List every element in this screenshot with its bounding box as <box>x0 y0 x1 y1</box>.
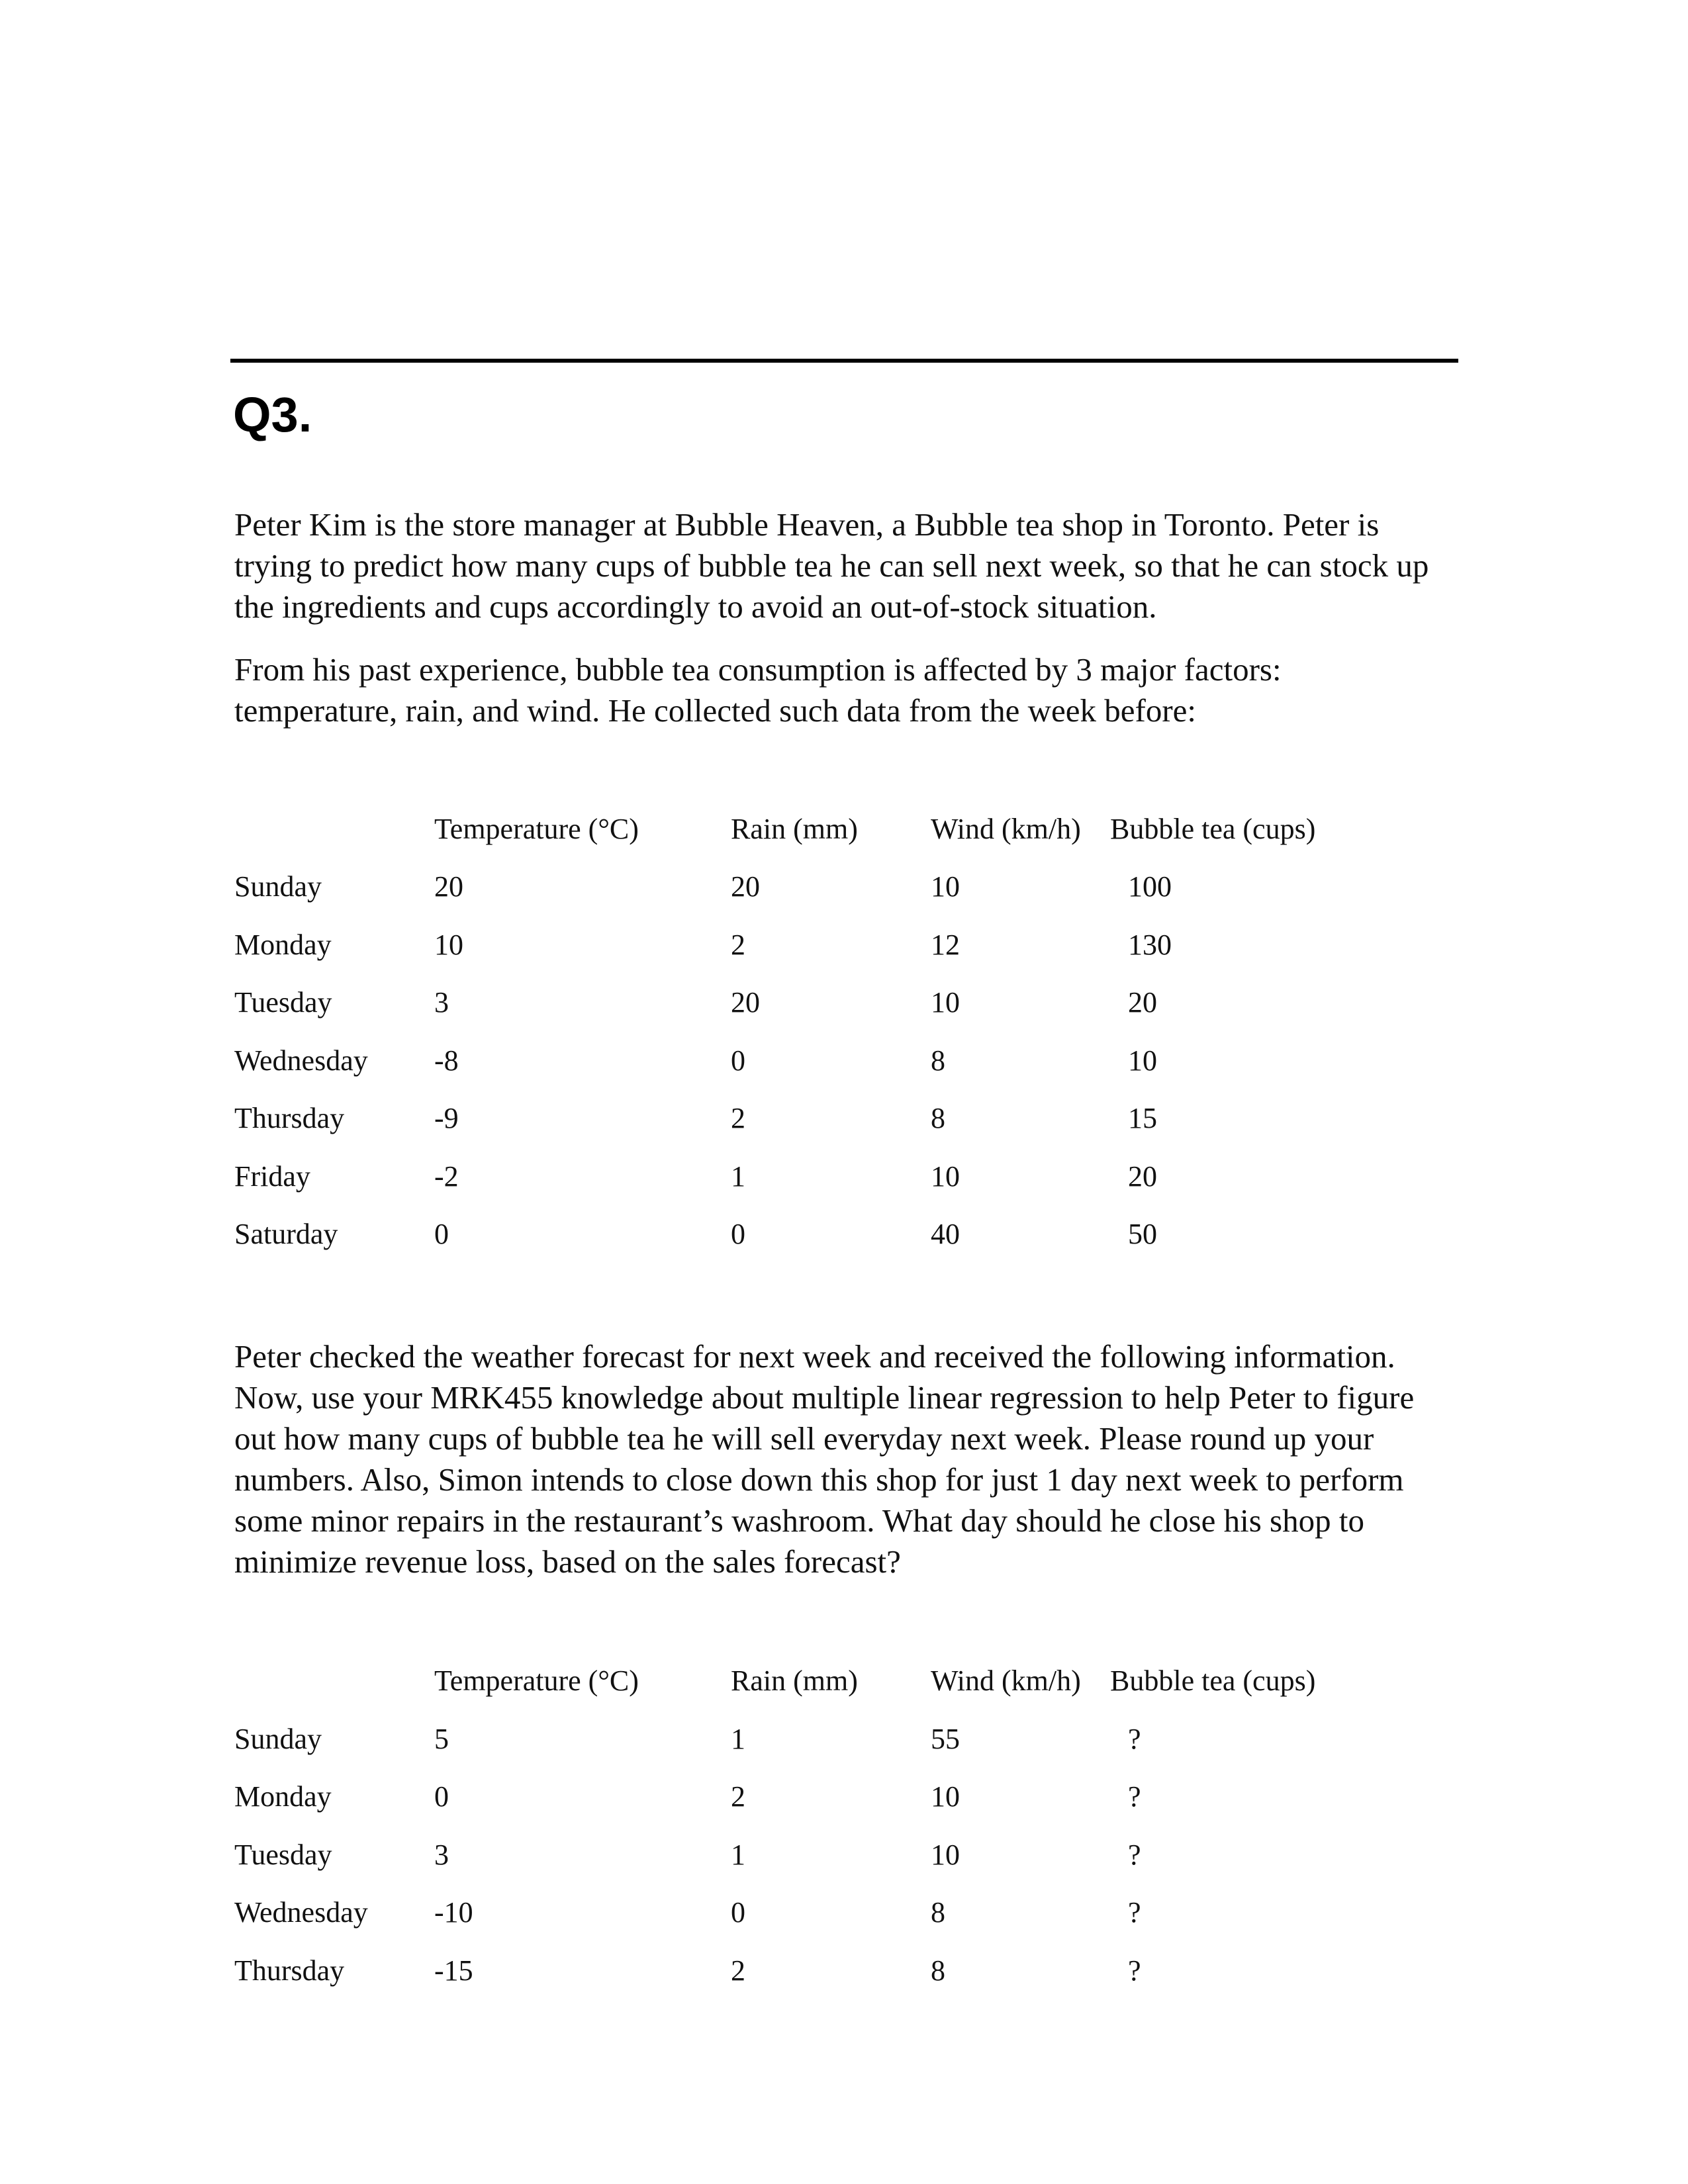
row-temperature: 0 <box>434 1218 449 1250</box>
intro-paragraph-2 <box>234 649 1479 731</box>
row-temperature: -9 <box>434 1102 459 1134</box>
row-day: Friday <box>234 1160 310 1193</box>
row-wind: 8 <box>931 1954 945 1987</box>
row-day: Thursday <box>234 1954 345 1987</box>
row-bubble-tea: 15 <box>1128 1102 1157 1134</box>
row-day: Saturday <box>234 1218 338 1250</box>
row-wind: 10 <box>931 986 960 1019</box>
row-wind: 10 <box>931 1780 960 1813</box>
row-day: Wednesday <box>234 1044 368 1077</box>
row-rain: 2 <box>731 1954 745 1987</box>
row-day: Sunday <box>234 870 322 903</box>
header-wind: Wind (km/h) <box>931 1664 1081 1697</box>
row-bubble-tea: 130 <box>1128 929 1172 961</box>
header-wind: Wind (km/h) <box>931 813 1081 845</box>
row-rain: 20 <box>731 986 760 1019</box>
intro-paragraph-1 <box>234 504 1479 627</box>
row-rain: 2 <box>731 929 745 961</box>
row-bubble-tea: ? <box>1128 1954 1141 1987</box>
row-temperature: 10 <box>434 929 463 961</box>
row-temperature: 3 <box>434 986 449 1019</box>
header-bubble-tea: Bubble tea (cups) <box>1110 813 1316 845</box>
row-temperature: 20 <box>434 870 463 903</box>
header-temperature: Temperature (°C) <box>434 813 639 845</box>
header-rain: Rain (mm) <box>731 813 858 845</box>
row-rain: 20 <box>731 870 760 903</box>
row-day: Sunday <box>234 1723 322 1755</box>
header-bubble-tea: Bubble tea (cups) <box>1110 1664 1316 1697</box>
row-bubble-tea: ? <box>1128 1896 1141 1929</box>
paragraph-line: minimize revenue loss, based on the sales forecast? <box>234 1543 901 1580</box>
horizontal-rule <box>230 359 1458 363</box>
row-rain: 2 <box>731 1780 745 1813</box>
header-temperature: Temperature (°C) <box>434 1664 639 1697</box>
row-wind: 10 <box>931 1839 960 1871</box>
row-day: Wednesday <box>234 1896 368 1929</box>
row-wind: 12 <box>931 929 960 961</box>
row-wind: 8 <box>931 1044 945 1077</box>
row-bubble-tea: 100 <box>1128 870 1172 903</box>
row-rain: 0 <box>731 1896 745 1929</box>
row-wind: 10 <box>931 870 960 903</box>
paragraph-line: out how many cups of bubble tea he will sell everyday next week. Please round up your <box>234 1420 1374 1457</box>
paragraph-line: Now, use your MRK455 knowledge about multiple linear regression to help Peter to figure <box>234 1379 1415 1416</box>
row-bubble-tea: ? <box>1128 1839 1141 1871</box>
row-wind: 55 <box>931 1723 960 1755</box>
paragraph-line: From his past experience, bubble tea consumption is affected by 3 major factors: <box>234 651 1282 688</box>
paragraph-line: trying to predict how many cups of bubble tea he can sell next week, so that he can stock up <box>234 547 1429 584</box>
row-temperature: -8 <box>434 1044 459 1077</box>
question-heading: Q3. <box>233 387 312 442</box>
row-rain: 1 <box>731 1160 745 1193</box>
paragraph-line: Peter checked the weather forecast for next week and received the following information. <box>234 1338 1395 1375</box>
row-day: Tuesday <box>234 1839 332 1871</box>
paragraph-line: numbers. Also, Simon intends to close down this shop for just 1 day next week to perform <box>234 1461 1404 1498</box>
row-temperature: -15 <box>434 1954 473 1987</box>
row-day: Tuesday <box>234 986 332 1019</box>
row-wind: 8 <box>931 1102 945 1134</box>
paragraph-line: the ingredients and cups accordingly to avoid an out-of-stock situation. <box>234 588 1157 625</box>
paragraph-line: Peter Kim is the store manager at Bubble Heaven, a Bubble tea shop in Toronto. Peter is <box>234 506 1380 543</box>
row-temperature: 0 <box>434 1780 449 1813</box>
row-bubble-tea: 20 <box>1128 1160 1157 1193</box>
row-rain: 0 <box>731 1044 745 1077</box>
row-temperature: -10 <box>434 1896 473 1929</box>
row-bubble-tea: 20 <box>1128 986 1157 1019</box>
row-rain: 1 <box>731 1839 745 1871</box>
row-bubble-tea: 10 <box>1128 1044 1157 1077</box>
row-day: Monday <box>234 929 332 961</box>
row-day: Monday <box>234 1780 332 1813</box>
row-bubble-tea: ? <box>1128 1780 1141 1813</box>
header-rain: Rain (mm) <box>731 1664 858 1697</box>
row-bubble-tea: 50 <box>1128 1218 1157 1250</box>
row-temperature: -2 <box>434 1160 459 1193</box>
forecast-paragraph <box>234 1336 1479 1582</box>
row-rain: 2 <box>731 1102 745 1134</box>
paragraph-line: temperature, rain, and wind. He collected such data from the week before: <box>234 692 1197 729</box>
row-wind: 8 <box>931 1896 945 1929</box>
row-bubble-tea: ? <box>1128 1723 1141 1755</box>
row-wind: 10 <box>931 1160 960 1193</box>
row-temperature: 3 <box>434 1839 449 1871</box>
row-temperature: 5 <box>434 1723 449 1755</box>
paragraph-line: some minor repairs in the restaurant’s washroom. What day should he close his shop to <box>234 1502 1364 1539</box>
row-wind: 40 <box>931 1218 960 1250</box>
row-rain: 0 <box>731 1218 745 1250</box>
row-day: Thursday <box>234 1102 345 1134</box>
row-rain: 1 <box>731 1723 745 1755</box>
